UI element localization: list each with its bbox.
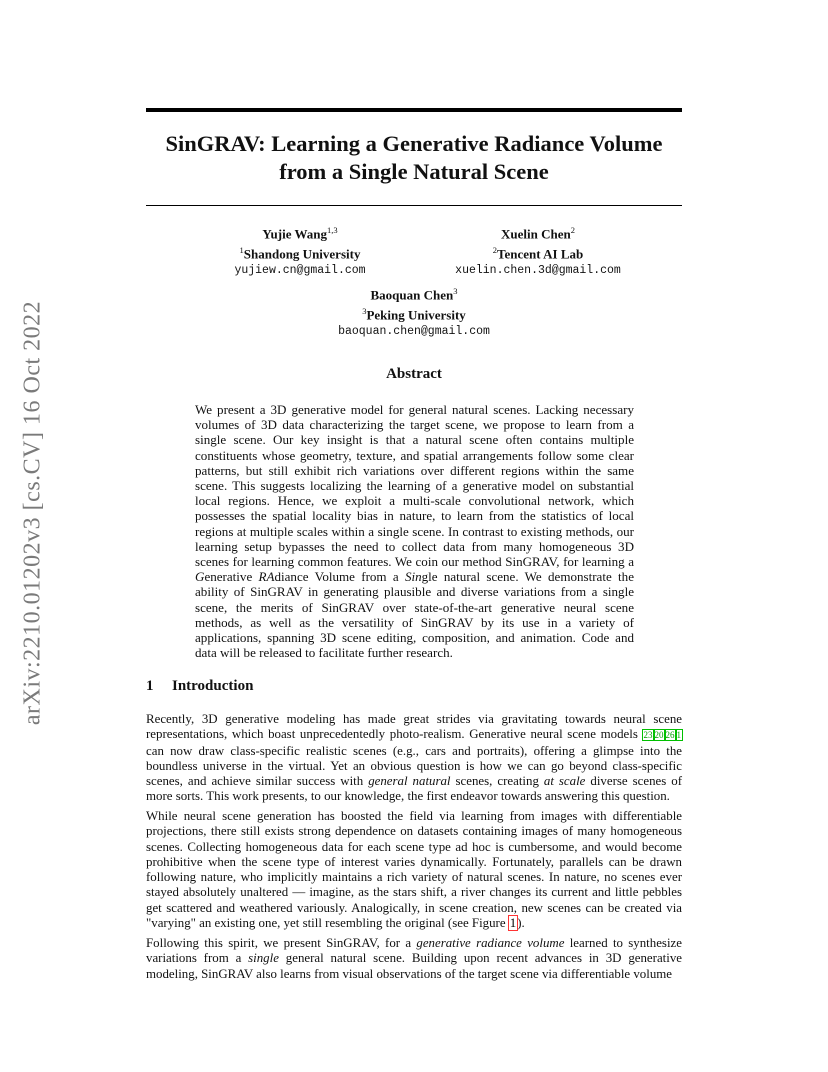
abstract-heading: Abstract bbox=[386, 366, 442, 382]
author-name: Yujie Wang$^{1,3}$ bbox=[262, 225, 338, 242]
author-block bbox=[314, 283, 514, 340]
author-email: xuelin.chen.3d@gmail.com bbox=[455, 263, 621, 277]
author-name: Baoquan Chen$^3$ bbox=[370, 286, 458, 303]
author-email: baoquan.chen@gmail.com bbox=[338, 324, 490, 338]
title-bottom-rule bbox=[146, 205, 682, 206]
section-heading bbox=[146, 678, 253, 695]
author-block bbox=[418, 222, 658, 279]
author-name: Xuelin Chen$^2$ bbox=[501, 225, 575, 242]
title-line-1: SinGRAV: Learning a Generative Radiance Volume bbox=[165, 131, 663, 156]
paper-title bbox=[146, 130, 682, 186]
author-block bbox=[200, 222, 400, 279]
citation-link[interactable]: 23 bbox=[643, 730, 653, 741]
citation-link[interactable]: 1 bbox=[676, 730, 681, 741]
arxiv-id: arXiv:2210.01202v3 [cs.CV] 16 Oct 2022 bbox=[19, 300, 46, 726]
author-institution: $^1$Shandong University bbox=[239, 245, 361, 262]
intro-paragraph-3: Following this spirit, we present SinGRAV, for a generative radiance volume learned to synthesize variations from a single general natural scene. Building upon recent advances in 3D generative modeling, SinGRAV also learns from visual observations of the target scene via differentiable volume bbox=[146, 936, 682, 981]
title-top-rule bbox=[146, 108, 682, 112]
arxiv-sidebar bbox=[8, 290, 58, 736]
section-title: Introduction bbox=[172, 678, 254, 694]
author-institution: $^2$Tencent AI Lab bbox=[492, 245, 584, 262]
author-institution: $^3$Peking University bbox=[362, 306, 466, 323]
figure-reference-link[interactable]: 1 bbox=[509, 916, 517, 931]
intro-paragraph-2: While neural scene generation has boosted the field via learning from images with differentiable projections, there still exists strong dependence on datasets containing images of many homogeneous scenes. Collecting homogeneous data for each scene type ad hoc is cumbersome, and would become prohibitive when the scene type of interest varies dynamically. Fortunately, parallels can be drawn following nature, who implicitly maintains a rich variety of natural scenes. In nature, no scenes ever stayed absolutely unaltered — imagine, as the stars shift, a river changes its current and little pebbles get scattered and weathered variously. Analogically, in scene creation, new scenes can be created via "varying" an existing one, yet still resembling the original (see Figure 1). bbox=[146, 809, 682, 931]
abstract-text: We present a 3D generative model for general natural scenes. Lacking necessary volumes of 3D data characterizing the target scene, we propose to learn from a single scene. Our key insight is that a natural scene often contains multiple constituents whose geometry, texture, and spatial arrangements follow some clear patterns, but still exhibit rich variations over different regions within the same scene. This suggests localizing the learning of a generative model on substantial local regions. Hence, we exploit a multi-scale convolutional network, which possesses the spatial locality bias in nature, to learn from the statistics of local regions at multiple scales within a single scene. In contrast to existing methods, our learning setup bypasses the need to collect data from many homogeneous 3D scenes for learning common features. We coin our method SinGRAV, for learning a Generative RAdiance Volume from a Single natural scene. We demonstrate the ability of SinGRAV in generating plausible and diverse variations from a single scene, the merits of SinGRAV over state-of-the-art generative neural scene methods, as well as the versatility of SinGRAV by its use in a variety of applications, spanning 3D scene editing, composition, and animation. Code and data will be released to facilitate further research. bbox=[195, 402, 634, 661]
citation-link[interactable]: 26 bbox=[665, 730, 675, 741]
title-line-2: from a Single Natural Scene bbox=[279, 159, 549, 184]
citation-link[interactable]: 20 bbox=[654, 730, 664, 741]
author-email: yujiew.cn@gmail.com bbox=[234, 263, 366, 277]
section-number: 1 bbox=[146, 678, 154, 694]
intro-paragraph-1: Recently, 3D generative modeling has made great strides via gravitating towards neural scene representations, which boast unprecedentedly photo-realism. Generative neural scene models 23 20 26 1 can now draw class-specific realistic scenes (e.g., cars and portraits), offering a glimpse into the boundless universe in the virtual. Yet an obvious question is how we can go beyond class-specific scenes, and achieve similar success with general natural scenes, creating at scale diverse scenes of more sorts. This work presents, to our knowledge, the first endeavor towards answering this question. bbox=[146, 712, 682, 804]
